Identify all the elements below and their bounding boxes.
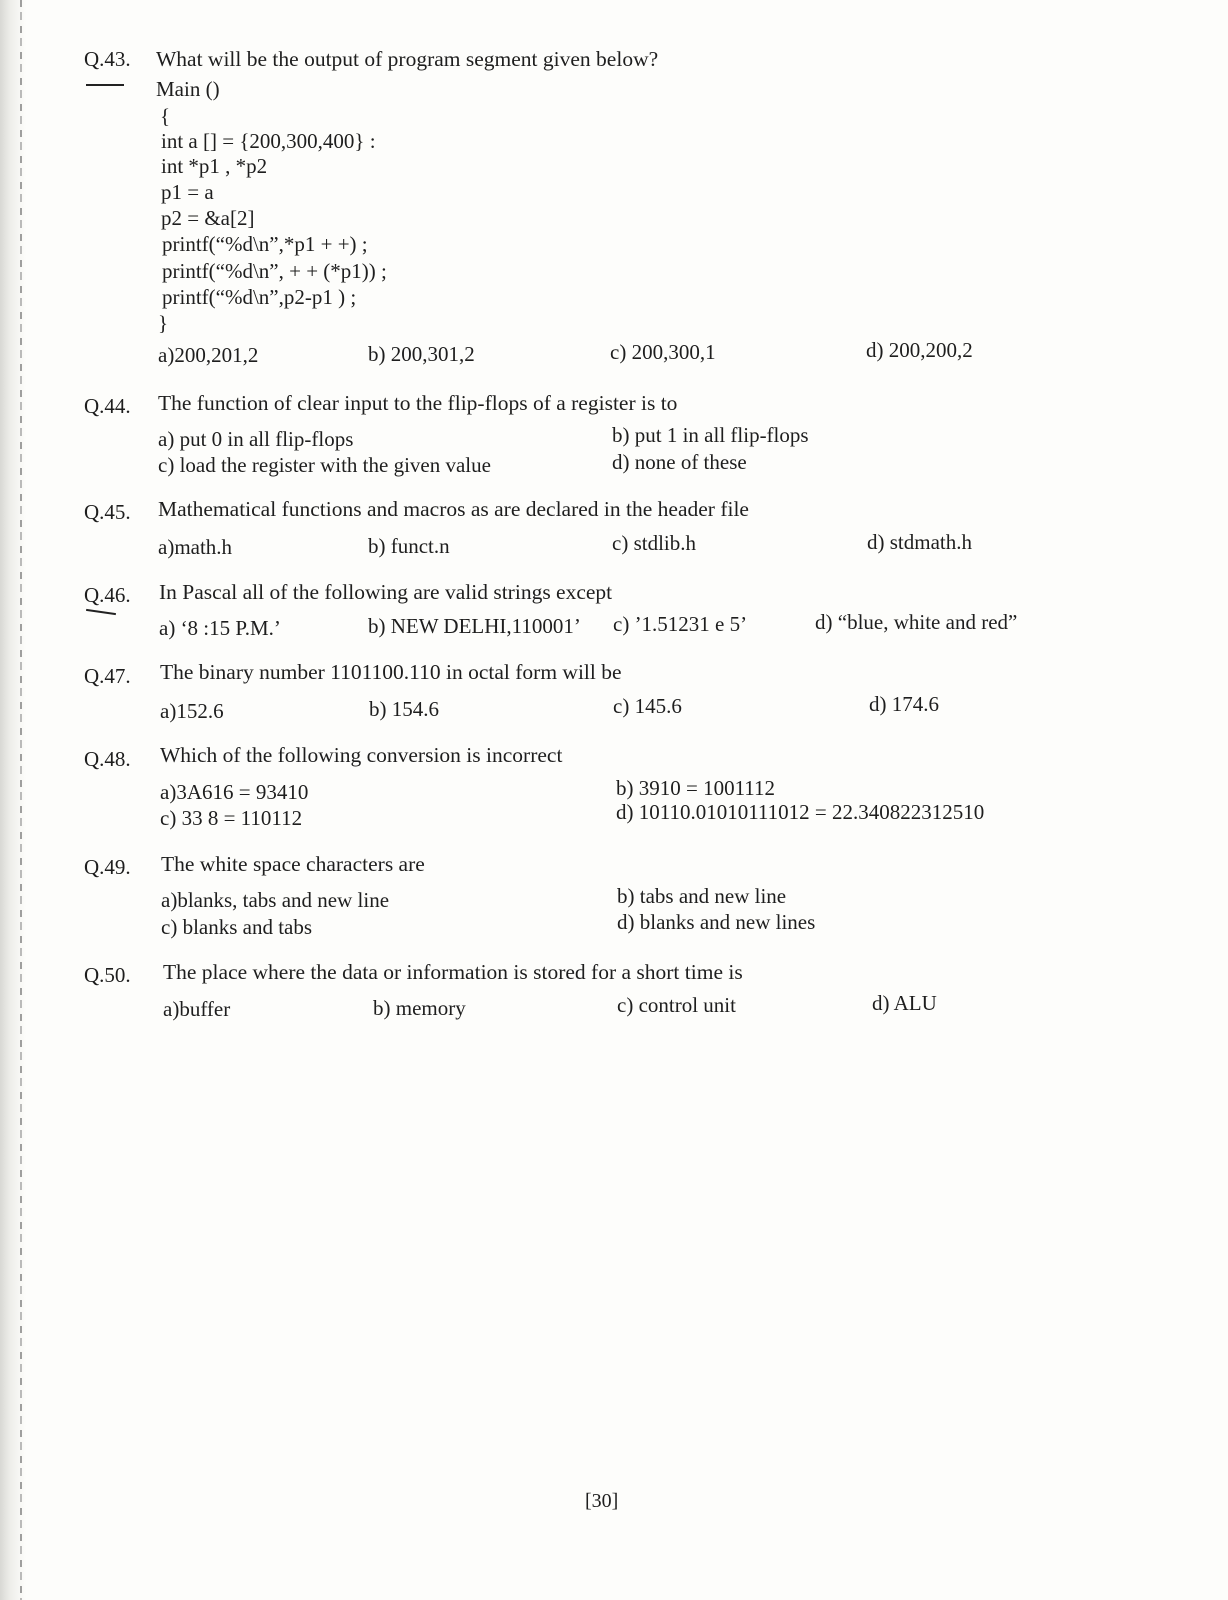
question-number: Q.44. bbox=[84, 394, 131, 418]
question-number: Q.47. bbox=[84, 664, 131, 688]
code-line: p2 = &a[2] bbox=[161, 206, 255, 230]
option-b: b) funct.n bbox=[368, 534, 450, 558]
option-c: c) stdlib.h bbox=[612, 531, 696, 555]
option-a: a)200,201,2 bbox=[158, 343, 259, 367]
option-b: b) 154.6 bbox=[369, 697, 439, 721]
code-line: printf(“%d\n”,p2-p1 ) ; bbox=[162, 285, 357, 309]
option-a: a)3A616 = 93410 bbox=[160, 780, 309, 804]
option-a: a) ‘8 :15 P.M.’ bbox=[159, 616, 281, 640]
code-line: int *p1 , *p2 bbox=[161, 154, 268, 178]
option-a: a)buffer bbox=[163, 997, 231, 1021]
option-c: c) 145.6 bbox=[613, 694, 682, 718]
question-text: The function of clear input to the flip-flops of a register is to bbox=[158, 391, 678, 415]
option-b: b) 200,301,2 bbox=[368, 342, 475, 366]
option-b: b) tabs and new line bbox=[617, 884, 787, 908]
question-text: Which of the following conversion is incorrect bbox=[160, 743, 563, 767]
question-number: Q.46. bbox=[84, 583, 131, 607]
question-number: Q.45. bbox=[84, 500, 131, 524]
code-line: printf(“%d\n”,*p1 + +) ; bbox=[162, 232, 368, 256]
option-a: a)blanks, tabs and new line bbox=[161, 888, 390, 912]
question-text: In Pascal all of the following are valid strings except bbox=[159, 580, 613, 604]
code-line: p1 = a bbox=[161, 180, 214, 204]
question-text: Mathematical functions and macros as are declared in the header file bbox=[158, 497, 749, 521]
option-d: d) none of these bbox=[612, 450, 747, 474]
option-c: c) load the register with the given value bbox=[158, 453, 491, 477]
code-line: } bbox=[158, 311, 169, 335]
question-text: The white space characters are bbox=[161, 852, 425, 876]
option-a: a)math.h bbox=[158, 535, 233, 559]
option-d: d) 200,200,2 bbox=[866, 338, 973, 362]
option-d: d) “blue, white and red” bbox=[815, 610, 1018, 634]
code-line: Main () bbox=[156, 77, 220, 101]
option-a: a) put 0 in all flip-flops bbox=[158, 427, 354, 451]
pen-mark bbox=[86, 609, 116, 615]
option-b: b) 3910 = 1001112 bbox=[616, 776, 776, 800]
code-line: int a [] = {200,300,400} : bbox=[161, 129, 376, 153]
question-number: Q.43. bbox=[84, 47, 131, 71]
option-d: d) 174.6 bbox=[869, 692, 939, 716]
option-c: c) blanks and tabs bbox=[161, 915, 313, 939]
option-b: b) put 1 in all flip-flops bbox=[612, 423, 809, 447]
option-c: c) 200,300,1 bbox=[610, 340, 716, 364]
option-b: b) memory bbox=[373, 996, 466, 1020]
option-d: d) ALU bbox=[872, 991, 937, 1015]
option-c: c) control unit bbox=[617, 993, 736, 1017]
question-text: The place where the data or information is stored for a short time is bbox=[163, 960, 743, 984]
question-text: The binary number 1101100.110 in octal form will be bbox=[160, 660, 622, 684]
code-line: { bbox=[160, 104, 171, 128]
pen-mark bbox=[86, 84, 124, 86]
option-d: d) stdmath.h bbox=[867, 530, 972, 554]
option-d: d) blanks and new lines bbox=[617, 910, 816, 934]
page-number: [30] bbox=[585, 1490, 619, 1512]
question-number: Q.49. bbox=[84, 855, 131, 879]
option-c: c) 33 8 = 110112 bbox=[160, 806, 303, 830]
option-d: d) 10110.01010111012 = 22.340822312510 bbox=[616, 800, 985, 824]
question-text: What will be the output of program segment given below? bbox=[156, 47, 659, 71]
question-number: Q.50. bbox=[84, 963, 131, 987]
option-c: c) ’1.51231 e 5’ bbox=[613, 612, 748, 636]
code-line: printf(“%d\n”, + + (*p1)) ; bbox=[162, 259, 387, 283]
question-number: Q.48. bbox=[84, 747, 131, 771]
option-a: a)152.6 bbox=[160, 699, 224, 723]
option-b: b) NEW DELHI,110001’ bbox=[368, 614, 581, 638]
